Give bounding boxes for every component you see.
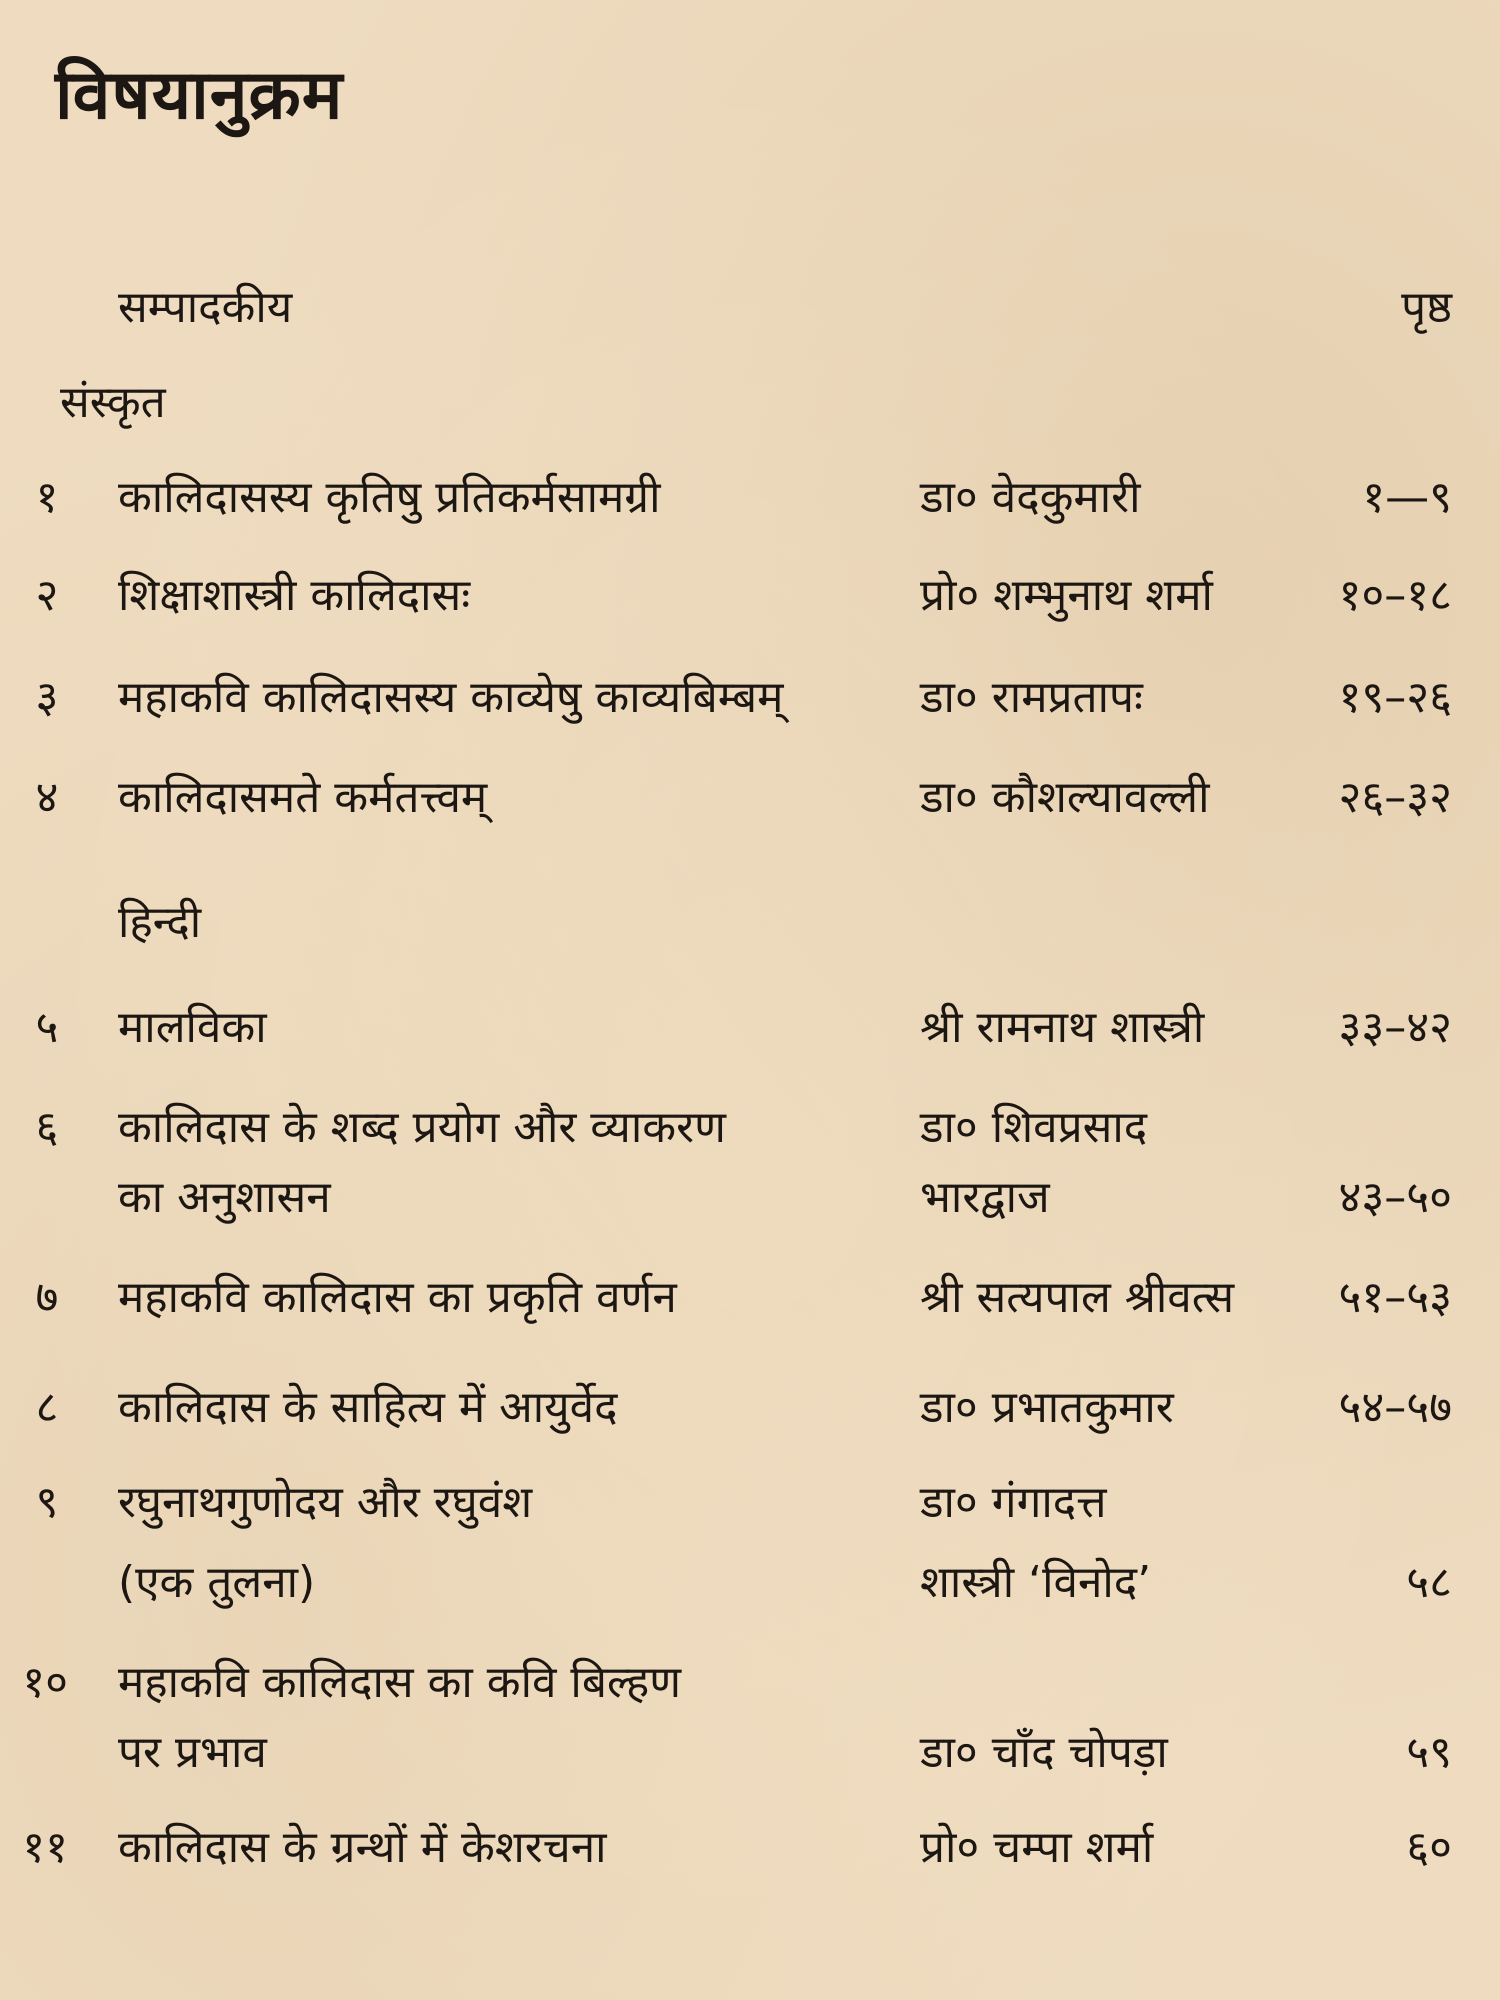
entry-title: कालिदास के साहित्य में आयुर्वेद (118, 1382, 618, 1433)
entry-pages: २६–३२ (1338, 772, 1452, 823)
entry-title: कालिदासस्य कृतिषु प्रतिकर्मसामग्री (118, 472, 661, 523)
entry-title: कालिदास के ग्रन्थों में केशरचना (118, 1822, 607, 1873)
entry-number: ११ (22, 1822, 68, 1873)
entry-author: डा० कौशल्यावल्ली (920, 772, 1210, 823)
entry-pages: १०–१८ (1338, 570, 1452, 621)
entry-number: २ (35, 570, 59, 621)
entry-pages: ५९ (1406, 1727, 1452, 1778)
entry-pages: ५८ (1406, 1557, 1452, 1608)
entry-title-continued: पर प्रभाव (118, 1727, 267, 1778)
entry-author: डा० प्रभातकुमार (920, 1382, 1174, 1433)
entry-title: मालविका (118, 1002, 267, 1053)
entry-author: प्रो० चम्पा शर्मा (920, 1822, 1154, 1873)
entry-author: डा० चाँद चोपड़ा (920, 1727, 1168, 1778)
entry-number: १० (22, 1657, 68, 1708)
entry-number: ३ (35, 672, 59, 723)
entry-number: ८ (35, 1382, 59, 1433)
entry-author: प्रो० शम्भुनाथ शर्मा (920, 570, 1213, 621)
entry-number: ७ (35, 1272, 59, 1323)
entry-title: महाकवि कालिदास का प्रकृति वर्णन (118, 1272, 677, 1323)
editorial-label: सम्पादकीय (118, 282, 293, 333)
entry-pages: १—९ (1362, 472, 1452, 523)
entry-pages: ६० (1406, 1822, 1452, 1873)
entry-pages: ३३–४२ (1338, 1002, 1452, 1053)
entry-title-continued: (एक तुलना) (118, 1557, 316, 1608)
entry-author: श्री सत्यपाल श्रीवत्स (920, 1272, 1235, 1323)
entry-title: महाकवि कालिदासस्य काव्येषु काव्यबिम्बम् (118, 672, 784, 723)
entry-number: ५ (35, 1002, 59, 1053)
entry-pages: ५१–५३ (1338, 1272, 1452, 1323)
section-heading-hindi: हिन्दी (118, 897, 202, 948)
entry-title: कालिदास के शब्द प्रयोग और व्याकरण (118, 1102, 726, 1153)
entry-title: महाकवि कालिदास का कवि बिल्हण (118, 1657, 682, 1708)
entry-number: ४ (35, 772, 59, 823)
entry-number: ९ (35, 1477, 59, 1528)
entry-author-continued: शास्त्री ‘विनोद’ (920, 1557, 1152, 1608)
entry-title: कालिदासमते कर्मतत्त्वम् (118, 772, 488, 823)
entry-author-continued: भारद्वाज (920, 1172, 1050, 1223)
entry-title: शिक्षाशास्त्री कालिदासः (118, 570, 471, 621)
page-title: विषयानुक्रम (55, 56, 344, 135)
entry-title: रघुनाथगुणोदय और रघुवंश (118, 1477, 533, 1528)
entry-title-continued: का अनुशासन (118, 1172, 331, 1223)
entry-number: १ (35, 472, 59, 523)
entry-author: श्री रामनाथ शास्त्री (920, 1002, 1205, 1053)
section-heading-sanskrit: संस्कृत (60, 377, 166, 428)
entry-pages: ५४–५७ (1338, 1382, 1452, 1433)
entry-author: डा० वेदकुमारी (920, 472, 1141, 523)
page-column-label: पृष्ठ (1401, 282, 1452, 333)
entry-pages: १९–२६ (1338, 672, 1452, 723)
entry-author: डा० शिवप्रसाद (920, 1102, 1148, 1153)
entry-number: ६ (35, 1102, 59, 1153)
entry-author: डा० गंगादत्त (920, 1477, 1107, 1528)
entry-author: डा० रामप्रतापः (920, 672, 1143, 723)
entry-pages: ४३–५० (1338, 1172, 1452, 1223)
